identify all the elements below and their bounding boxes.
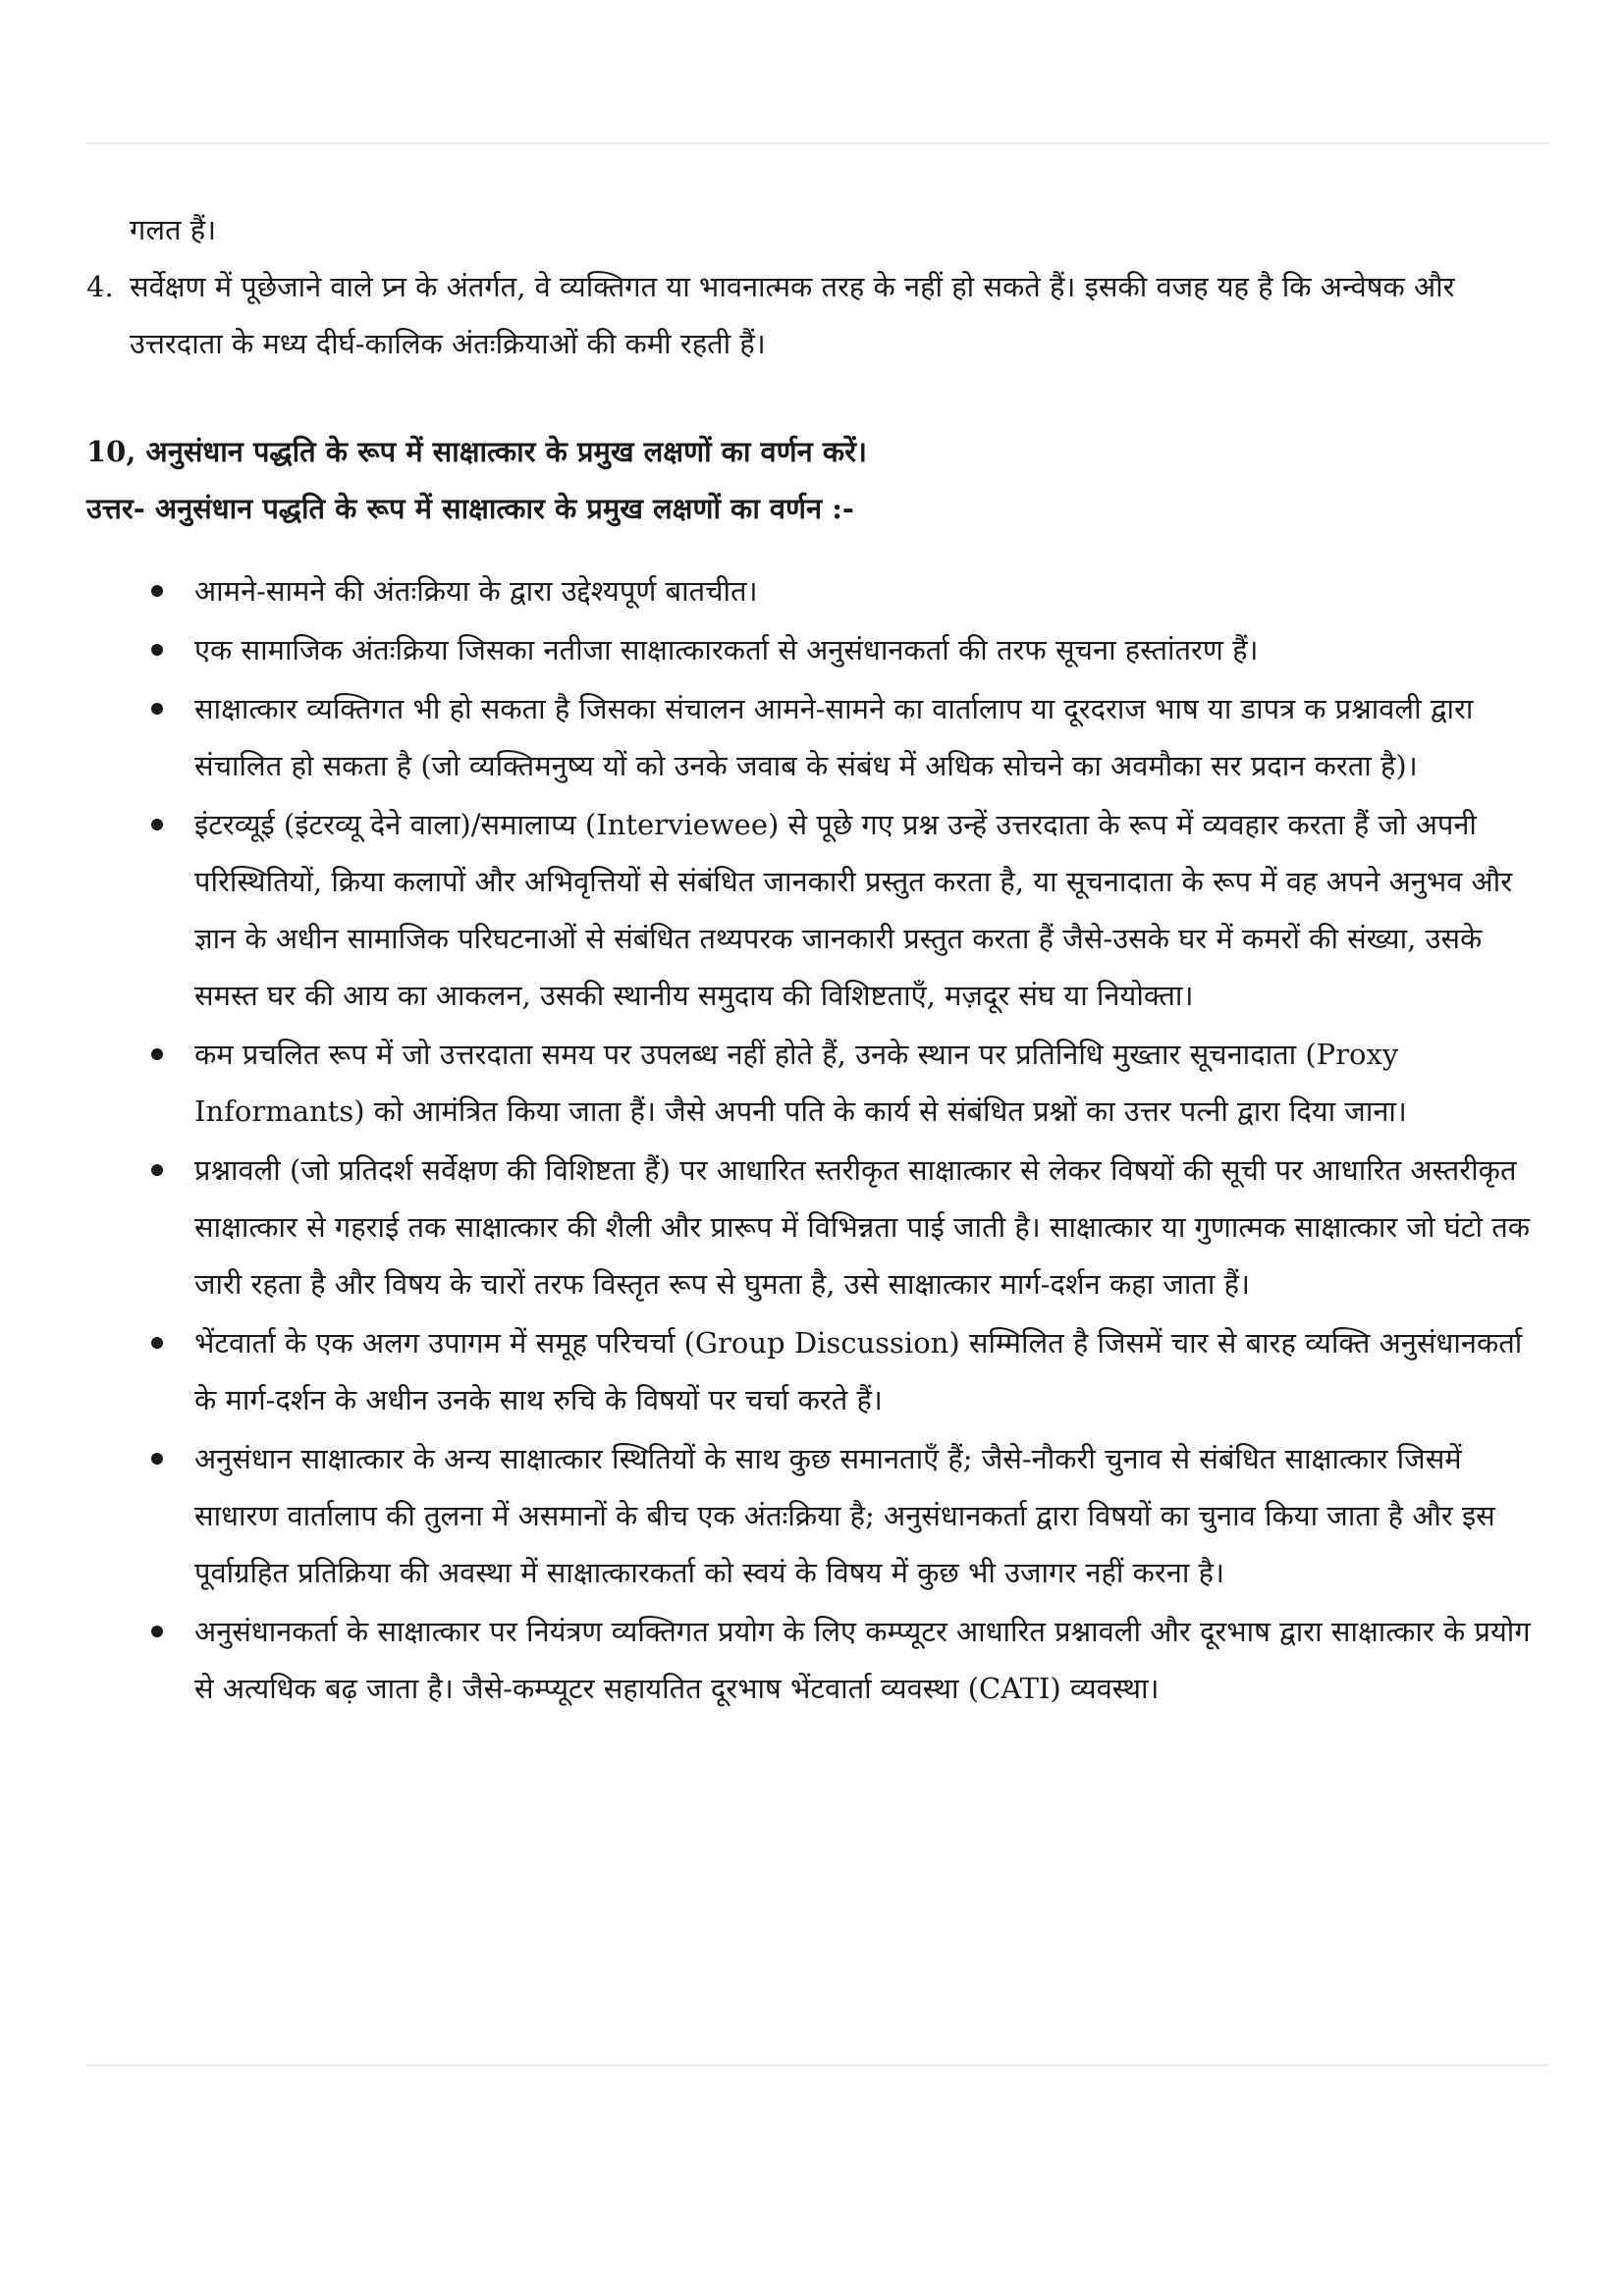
feature-list	[86, 562, 1549, 1717]
list-item	[86, 1026, 1549, 1140]
top-divider	[86, 142, 1549, 144]
item-number: 4.	[86, 270, 114, 303]
bullet-icon	[151, 819, 163, 830]
list-item	[86, 1314, 1549, 1428]
list-item-text: आमने-सामने की अंतःक्रिया के द्वारा उद्देश्यपूर्ण बातचीत।	[194, 574, 758, 608]
bullet-icon	[151, 644, 163, 656]
document-body	[86, 201, 1549, 1719]
bullet-icon	[151, 1626, 163, 1637]
question-heading: 10, अनुसंधान पद्धति के रूप में साक्षात्कार के प्रमुख लक्षणों का वर्णन करें।	[86, 435, 867, 468]
list-item	[86, 1142, 1549, 1312]
list-item	[86, 621, 1549, 678]
list-item	[86, 680, 1549, 794]
bullet-icon	[151, 585, 163, 597]
list-item-text: भेंटवार्ता के एक अलग उपागम में समूह परिचर्चा (Group Discussion) सम्मिलित है जिसमें चार से बारह व्यक्ति अनुसंधानकर्ता के मार्ग-दर्शन के अधीन उनके साथ रुचि के विषयों पर चर्चा करते हैं।	[194, 1326, 1523, 1416]
bullet-icon	[151, 1048, 163, 1060]
item-text: सर्वेक्षण में पूछेजाने वाले प्र्न के अंतर्गत, वे व्यक्तिगत या भावनात्मक तरह के नहीं हो सकते हैं। इसकी वजह यह है कि अन्वेषक और उत्तरदाता के मध्य दीर्घ-कालिक अंतःक्रियाओं की कमी रहती हैं।	[130, 270, 1455, 360]
list-item-text: प्रश्नावली (जो प्रतिदर्श सर्वेक्षण की विशिष्टता हैं) पर आधारित स्तरीकृत साक्षात्कार से लेकर विषयों की सूची पर आधारित अस्तरीकृत साक्षात्कार से गहराई तक साक्षात्कार की शैली और प्रारूप में विभिन्नता पाई जाती है। साक्षात्कार या गुणात्मक साक्षात्कार जो घंटो तक जारी रहता है और विषय के चारों तरफ विस्तृत रूप से घुमता है, उसे साक्षात्कार मार्ग-दर्शन कहा जाता हैं।	[194, 1153, 1531, 1301]
bottom-divider	[86, 2064, 1549, 2066]
bullet-icon	[151, 1164, 163, 1176]
list-item-text: कम प्रचलित रूप में जो उत्तरदाता समय पर उपलब्ध नहीं होते हैं, उनके स्थान पर प्रतिनिधि मुख्तार सूचनादाता (Proxy Informants) को आमंत्रित किया जाता हैं। जैसे अपनी पति के कार्य से संबंधित प्रश्नों का उत्तर पत्नी द्वारा दिया जाना।	[194, 1038, 1407, 1128]
numbered-item	[86, 258, 1549, 372]
bullet-icon	[151, 1453, 163, 1465]
bullet-icon	[151, 1337, 163, 1349]
list-item	[86, 1430, 1549, 1601]
list-item	[86, 562, 1549, 619]
list-item	[86, 796, 1549, 1024]
list-item-text: साक्षात्कार व्यक्तिगत भी हो सकता है जिसका संचालन आमने-सामने का वार्तालाप या दूरदराज भाष या डापत्र क प्रश्नावली द्वारा संचालित हो सकता है (जो व्यक्तिमनुष्य यों को उनके जवाब के संबंध में अधिक सोचने का अवमौका सर प्रदान करता है)।	[194, 692, 1474, 782]
bullet-icon	[151, 703, 163, 715]
answer-heading: उत्तर- अनुसंधान पद्धति के रूप में साक्षात्कार के प्रमुख लक्षणों का वर्णन :-	[86, 492, 854, 525]
list-item-text: अनुसंधानकर्ता के साक्षात्कार पर नियंत्रण व्यक्तिगत प्रयोग के लिए कम्प्यूटर आधारित प्रश्नावली और दूरभाष द्वारा साक्षात्कार के प्रयोग से अत्यधिक बढ़ जाता है। जैसे-कम्प्यूटर सहायतित दूरभाष भेंटवार्ता व्यवस्था (CATI) व्यवस्था।	[194, 1615, 1531, 1705]
list-item-text: अनुसंधान साक्षात्कार के अन्य साक्षात्कार स्थितियों के साथ कुछ समानताएँ हैं; जैसे-नौकरी चुनाव से संबंधित साक्षात्कार जिसमें साधारण वार्तालाप की तुलना में असमानों के बीच एक अंतःक्रिया है; अनुसंधानकर्ता द्वारा विषयों का चुनाव किया जाता है और इस पूर्वाग्रहित प्रतिक्रिया की अवस्था में साक्षात्कारकर्ता को स्वयं के विषय में कुछ भी उजागर नहीं करना है।	[194, 1442, 1495, 1589]
list-item	[86, 1603, 1549, 1717]
continuation-line: गलत हैं।	[130, 213, 217, 246]
list-item-text: एक सामाजिक अंतःक्रिया जिसका नतीजा साक्षात्कारकर्ता से अनुसंधानकर्ता की तरफ सूचना हस्तांतरण हैं।	[194, 633, 1259, 667]
list-item-text: इंटरव्यूई (इंटरव्यू देने वाला)/समालाप्य (Interviewee) से पूछे गए प्रश्न उन्हें उत्तरदाता के रूप में व्यवहार करता हैं जो अपनी परिस्थितियों, क्रिया कलापों और अभिवृत्तियों से संबंधित जानकारी प्रस्तुत करता है, या सूचनादाता के रूप में वह अपने अनुभव और ज्ञान के अधीन सामाजिक परिघटनाओं से संबंधित तथ्यपरक जानकारी प्रस्तुत करता हैं जैसे-उसके घर में कमरों की संख्या, उसके समस्त घर की आय का आकलन, उसकी स्थानीय समुदाय की विशिष्टताएँ, मज़दूर संघ या नियोक्ता।	[194, 808, 1513, 1012]
